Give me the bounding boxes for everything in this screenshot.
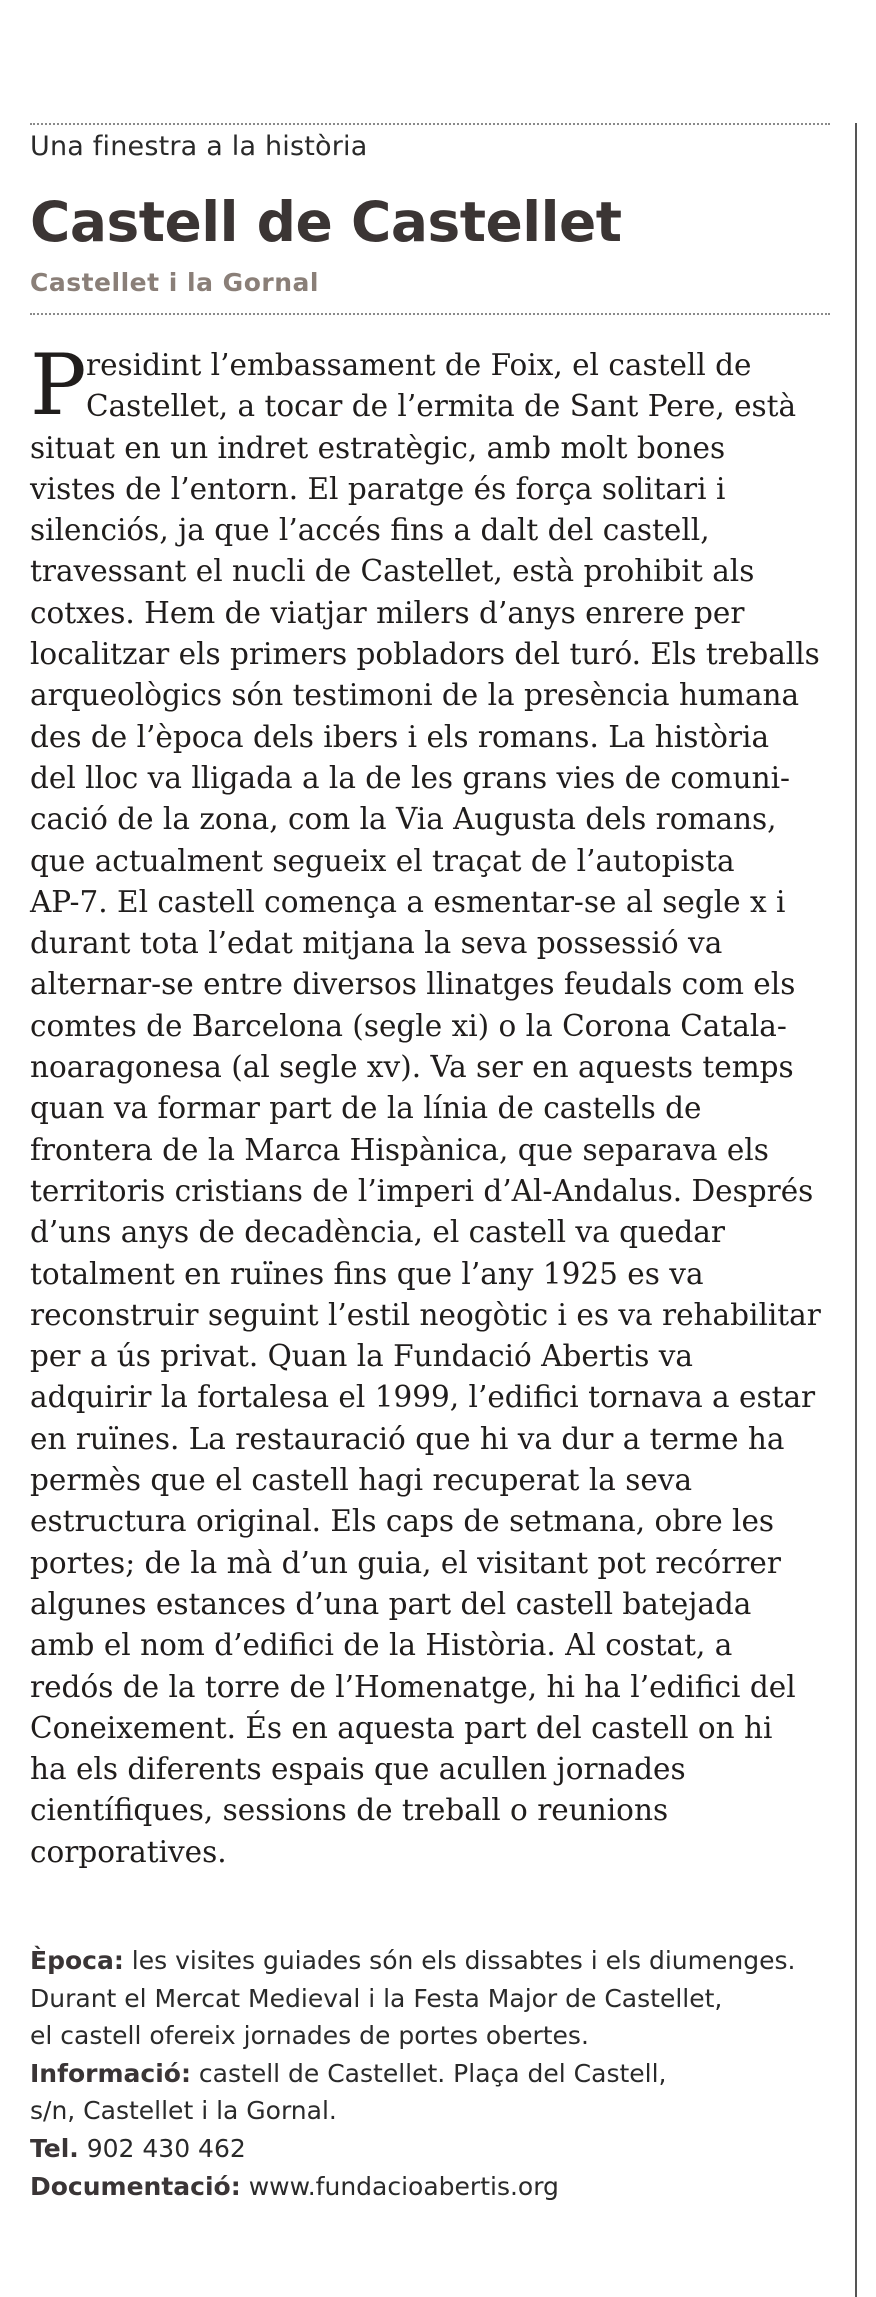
article-line: noaragonesa (al segle xv). Va ser en aquests temps [30,1050,794,1085]
practical-info [30,1942,840,2205]
article-line: comtes de Barcelona (segle xi) o la Corona Catala- [30,1008,787,1043]
section-kicker: Una finestra a la història [30,131,368,162]
article-line: estructura original. Els caps de setmana, obre les [30,1504,775,1539]
article-line: frontera de la Marca Hispànica, que separava els [30,1132,769,1167]
article-line-0: residint l’embassament de Foix, el castell de [86,348,752,382]
article-line: reconstruir seguint l’estil neogòtic i es va rehabilitar [30,1297,821,1332]
article-line: silenciós, ja que l’accés fins a dalt del castell, [30,513,710,548]
article-line: d’uns anys de decadència, el castell va quedar [30,1215,725,1250]
telephone-label: Tel. [30,2133,79,2163]
article-line: arqueològics són testimoni de la presència humana [30,678,800,713]
article-line: Coneixement. És en aquesta part del castell on hi [30,1710,773,1745]
article-line: del lloc va lligada a la de les grans vies de comuni- [30,760,790,795]
article-line: durant tota l’edat mitjana la seva possessió va [30,926,723,961]
article-line: quan va formar part de la línia de castells de [30,1091,702,1126]
informacio-row [30,2055,840,2093]
article-line: amb el nom d’edifici de la Història. Al costat, a [30,1628,733,1663]
telephone-row [30,2130,840,2168]
right-column-rule [855,123,857,2297]
informacio-text: castell de Castellet. Plaça del Castell, [198,2058,667,2088]
article-line: territoris cristians de l’imperi d’Al-Andalus. Després [30,1173,814,1208]
article-line: adquirir la fortalesa el 1999, l’edifici tornava a estar [30,1380,816,1415]
article-body [30,336,830,1873]
article-line: travessant el nucli de Castellet, està prohibit als [30,554,755,589]
article-line: científiques, sessions de treball o reunions [30,1793,669,1828]
epoca-row [30,1942,840,1980]
epoca-row-3: el castell ofereix jornades de portes obertes. [30,2021,589,2051]
header-dotted-rule [30,313,830,315]
article-line: ha els diferents espais que acullen jornades [30,1752,686,1787]
article-line: per a ús privat. Quan la Fundació Abertis va [30,1339,693,1374]
informacio-row-2: s/n, Castellet i la Gornal. [30,2096,337,2126]
documentacio-link[interactable]: www.fundacioabertis.org [248,2171,559,2201]
article-line: que actualment segueix el traçat de l’autopista [30,843,735,878]
telephone-number: 902 430 462 [86,2133,246,2163]
article-line: vistes de l’entorn. El paratge és força solitari i [30,471,726,506]
article-line: corporatives. [30,1834,227,1869]
article-line: algunes estances d’una part del castell batejada [30,1586,752,1621]
documentacio-label: Documentació: [30,2171,241,2201]
article-line: portes; de la mà d’un guia, el visitant pot recórrer [30,1545,781,1580]
epoca-text: les visites guiades són els dissabtes i els diumenges. [131,1946,796,1975]
article-line: redós de la torre de l’Homenatge, hi ha l’edifici del [30,1669,796,1704]
article-line: alternar-se entre diversos llinatges feudals com els [30,967,796,1002]
article-line: cació de la zona, com la Via Augusta dels romans, [30,802,777,837]
drop-cap: P [30,336,87,434]
article-line-1: Castellet, a tocar de l’ermita de Sant Pere, està [86,389,797,424]
article-line: totalment en ruïnes fins que l’any 1925 es va [30,1256,704,1291]
article-line: cotxes. Hem de viatjar milers d’anys enrere per [30,595,745,630]
article-line: AP-7. El castell comença a esmentar-se al segle x i [30,884,786,919]
article-line: situat en un indret estratègic, amb molt bones [30,430,726,465]
article-line: permès que el castell hagi recuperat la seva [30,1463,693,1498]
top-dotted-rule [30,123,830,125]
article-location: Castellet i la Gornal [30,268,319,297]
article-line: en ruïnes. La restauració que hi va dur a terme ha [30,1421,785,1456]
article-line: des de l’època dels ibers i els romans. La història [30,719,770,754]
epoca-row-2: Durant el Mercat Medieval i la Festa Major de Castellet, [30,1983,723,2013]
article-title: Castell de Castellet [30,190,622,254]
documentacio-row [30,2168,840,2206]
epoca-label: Època: [30,1946,124,1975]
informacio-label: Informació: [30,2058,191,2088]
article-line: localitzar els primers pobladors del turó. Els treballs [30,637,820,672]
